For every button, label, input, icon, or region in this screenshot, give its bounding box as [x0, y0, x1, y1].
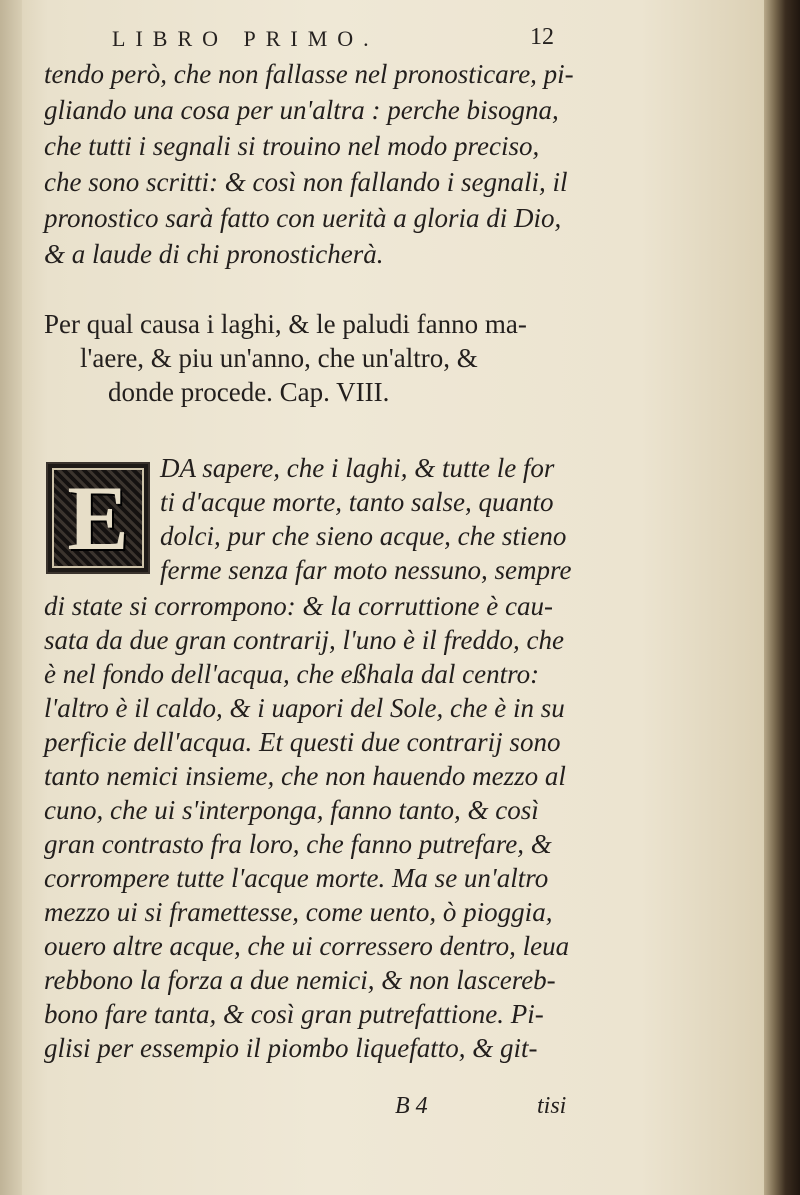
catchword: tisi: [537, 1093, 567, 1119]
text-line: pronostico sarà fatto con uerità a gloria di Dio,: [44, 203, 562, 233]
text-line: mezzo ui si framettesse, come uento, ò pioggia,: [44, 897, 553, 927]
text-line: è nel fondo dell'acqua, che eßhala dal centro:: [44, 659, 540, 689]
text-line: che sono scritti: & così non fallando i segnali, il: [44, 167, 568, 197]
page-edge: [764, 0, 800, 1195]
signature-mark: B 4: [395, 1093, 428, 1119]
text-line: che tutti i segnali si trouino nel modo preciso,: [44, 131, 540, 161]
text-line: glisi per essempio il piombo liquefatto, & git-: [44, 1033, 538, 1063]
text-line: ouero altre acque, che ui corressero dentro, leua: [44, 931, 570, 961]
text-line: l'altro è il caldo, & i uapori del Sole, che è in su: [44, 693, 565, 723]
text-line: ti d'acque morte, tanto salse, quanto: [160, 487, 554, 517]
page-gutter: [0, 0, 22, 1195]
decorated-initial: [46, 462, 150, 574]
text-line: ferme senza far moto nessuno, sempre: [160, 555, 572, 585]
text-line: corrompere tutte l'acque morte. Ma se un'altro: [44, 863, 549, 893]
chapter-heading-line-1: Per qual causa i laghi, & le paludi fanno ma-: [44, 309, 527, 339]
text-line: perficie dell'acqua. Et questi due contrarij sono: [44, 727, 561, 757]
text-line: sata da due gran contrarij, l'uno è il freddo, che: [44, 625, 564, 655]
folio-number: 12: [530, 24, 554, 50]
text-line: cuno, che ui s'interponga, fanno tanto, & così: [44, 795, 539, 825]
text-line: bono fare tanta, & così gran putrefattione. Pi-: [44, 999, 544, 1029]
text-line: rebbono la forza a due nemici, & non lascereb-: [44, 965, 556, 995]
text-line: di state si corrompono: & la corruttione è cau-: [44, 591, 553, 621]
text-line: DA sapere, che i laghi, & tutte le for: [160, 453, 555, 483]
chapter-heading-line-2: l'aere, & piu un'anno, che un'altro, &: [80, 343, 478, 373]
running-head: LIBRO PRIMO.: [112, 26, 379, 51]
text-line: gran contrasto fra loro, che fanno putrefare, &: [44, 829, 552, 859]
text-line: & a laude di chi pronosticherà.: [44, 239, 384, 269]
chapter-heading-line-3: donde procede. Cap. VIII.: [108, 377, 390, 407]
text-line: tendo però, che non fallasse nel pronosticare, pi-: [44, 59, 574, 89]
initial-letter: E: [67, 467, 129, 569]
text-line: dolci, pur che sieno acque, che stieno: [160, 521, 567, 551]
text-line: tanto nemici insieme, che non hauendo mezzo al: [44, 761, 566, 791]
text-line: gliando una cosa per un'altra : perche bisogna,: [44, 95, 559, 125]
